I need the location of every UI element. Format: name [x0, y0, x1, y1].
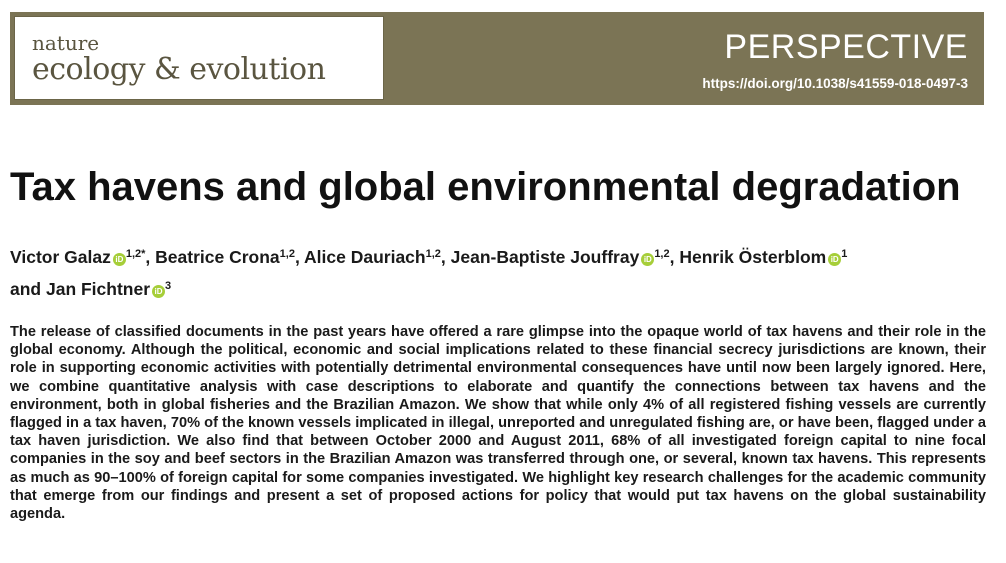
- author-name: Henrik Österblom: [679, 247, 827, 267]
- logo-journal-name: ecology & evolution: [32, 52, 326, 87]
- doi-link[interactable]: https://doi.org/10.1038/s41559-018-0497-3: [702, 76, 968, 91]
- author-affiliation: 1,2: [654, 248, 670, 260]
- journal-logo[interactable]: [14, 16, 384, 100]
- author-list: [10, 240, 1000, 304]
- author-0[interactable]: [10, 247, 145, 267]
- logo-nature-text: nature: [32, 31, 100, 55]
- author-name: and Jan Fichtner: [10, 279, 151, 299]
- author-4[interactable]: [679, 247, 847, 267]
- orcid-icon[interactable]: iD: [641, 253, 654, 266]
- article-title: Tax havens and global environmental degradation: [10, 165, 961, 209]
- orcid-icon[interactable]: iD: [828, 253, 841, 266]
- author-name: Victor Galaz: [10, 247, 111, 267]
- author-separator: ,: [145, 247, 156, 267]
- author-affiliation: 1,2: [279, 248, 295, 260]
- author-affiliation: 3: [165, 280, 172, 292]
- orcid-icon[interactable]: iD: [152, 285, 165, 298]
- journal-banner: [10, 12, 984, 105]
- author-affiliation: 1,2*: [125, 248, 146, 260]
- author-name: Alice Dauriach: [304, 247, 426, 267]
- author-5[interactable]: [10, 279, 171, 299]
- article-type-label: PERSPECTIVE: [724, 28, 968, 66]
- author-name: Jean-Baptiste Jouffray: [450, 247, 640, 267]
- author-affiliation: 1: [841, 248, 848, 260]
- author-separator: ,: [440, 247, 451, 267]
- author-1[interactable]: [155, 247, 295, 267]
- author-2[interactable]: [304, 247, 441, 267]
- orcid-icon[interactable]: iD: [113, 253, 126, 266]
- author-affiliation: 1,2: [425, 248, 441, 260]
- abstract: The release of classified documents in the past years have offered a rare glimpse into the opaque world of tax havens and their role in the global economy. Although the political, economic and social implications related to these financial secrecy jurisdictions are known, their role in supporting economic activities with potentially detrimental environmental consequences have until now been largely ignored. Here, we combine quantitative analysis with case descriptions to elaborate and quantify the connections between tax havens and the environment, both in global fisheries and the Brazilian Amazon. We show that while only 4% of all registered fishing vessels are currently flagged in a tax haven, 70% of the known vessels implicated in illegal, unreported and unregulated fishing are, or have been, flagged under a tax haven jurisdiction. We also find that between October 2000 and August 2011, 68% of all investigated foreign capital to nine focal companies in the soy and beef sectors in the Brazilian Amazon was transferred through one, or several, known tax havens. This represents as much as 90–100% of foreign capital for some companies investigated. We highlight key research challenges for the academic community that emerge from our findings and present a set of proposed actions for policy that would put tax havens on the global sustainability agenda.: [10, 324, 986, 523]
- author-name: Beatrice Crona: [155, 247, 280, 267]
- author-3[interactable]: [451, 247, 670, 267]
- author-separator: ,: [669, 247, 680, 267]
- author-separator: ,: [294, 247, 305, 267]
